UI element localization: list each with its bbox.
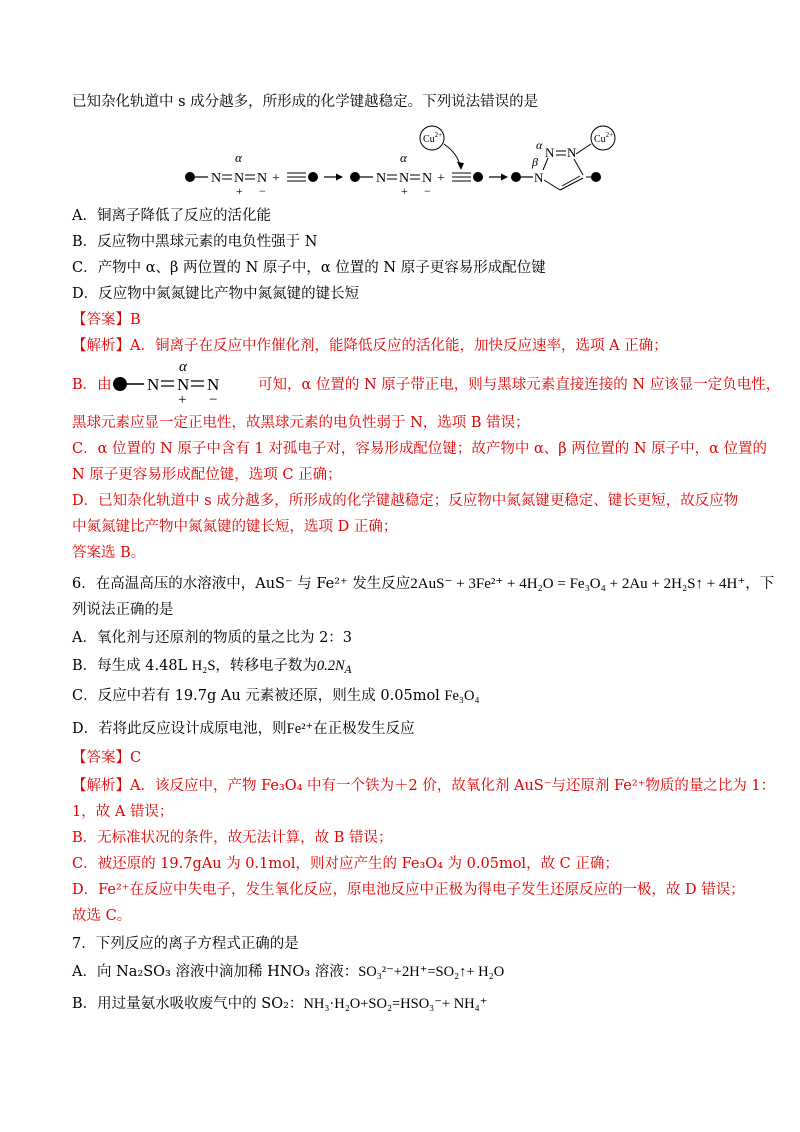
q5-option-b: B．反应物中黑球元素的电负性强于 N	[72, 234, 318, 250]
black-ball	[308, 172, 318, 182]
black-ball	[511, 172, 521, 182]
n-atom: N	[211, 171, 222, 186]
black-ball	[350, 172, 360, 182]
cu-ion-label: $Cu^{2+}$	[423, 131, 443, 145]
minus-charge: −	[209, 392, 218, 406]
fe-ion: Fe²⁺	[316, 576, 348, 592]
q5-conclusion: 答案选 B。	[72, 545, 146, 561]
q6-stem: 6．在高温高压的水溶液中，AuS⁻ 与 Fe²⁺ 发生反应2AuS⁻ + 3Fe²⁺ + 4H₂O = Fe₃O₄ + 2Au + 2H₂S↑ + 4H⁺，下	[72, 576, 775, 592]
q5-option-c: C．产物中 α、β 两位置的 N 原子中，α 位置的 N 原子更容易形成配位键	[72, 260, 546, 276]
q6-option-d: D．若将此反应设计成原电池，则Fe²⁺在正极发生反应	[72, 721, 415, 737]
black-ball	[591, 172, 601, 182]
q5-option-d: D．反应物中氮氮键比产物中氮氮键的键长短	[72, 286, 360, 302]
q5-option-a: A．铜离子降低了反应的活化能	[72, 208, 271, 224]
q5-stem: 已知杂化轨道中 s 成分越多，所形成的化学键越稳定。下列说法错误的是	[72, 94, 539, 110]
n-atom: N	[207, 375, 220, 394]
alpha-label: α	[235, 150, 242, 165]
plus-charge: +	[401, 184, 408, 198]
n-atom: N	[234, 171, 245, 186]
q5-analysis-b-prefix: B．由	[72, 377, 112, 393]
n-atom: N	[567, 145, 577, 160]
n-atom: N	[545, 145, 555, 160]
q6-analysis-d: D．Fe²⁺在反应中失电子，发生氧化反应，原电池反应中正极为得电子发生还原反应的一极，故 D 错误；	[72, 882, 745, 898]
q7-option-a: A．向 Na₂SO₃ 溶液中滴加稀 HNO₃ 溶液：SO₃²⁻+2H⁺=SO₂↑+ H₂O	[72, 964, 505, 980]
black-ball	[473, 172, 483, 182]
q6-analysis-a-line1: 【解析】A．该反应中，产物 Fe₃O₄ 中有一个铁为＋2 价，故氧化剂 AuS⁻与还原剂 Fe²⁺物质的量之比为 1：	[72, 778, 776, 794]
aus-ion: AuS⁻	[255, 576, 293, 592]
azide-fragment	[108, 360, 258, 406]
q5-analysis-b-line2: 黑球元素应显一定正电性，故黑球元素的电负性弱于 N，选项 B 错误；	[72, 415, 530, 431]
cu-ion-label: $Cu^{2+}$	[594, 131, 614, 145]
q5-analysis-d-line1: D．已知杂化轨道中 s 成分越多，所形成的化学键越稳定；反应物中氮氮键更稳定、键长更短，故反应物	[72, 493, 739, 509]
q6-equation: 2AuS⁻ + 3Fe²⁺ + 4H₂O = Fe₃O₄ + 2Au + 2H₂S↑ + 4H⁺	[410, 576, 746, 592]
n-atom: N	[534, 170, 544, 185]
q6-option-a: A．氧化剂与还原剂的物质的量之比为 2：3	[72, 630, 353, 646]
alpha-label: α	[400, 150, 407, 165]
q6-analysis-c: C．被还原的 19.7gAu 为 0.1mol，则对应产生的 Fe₃O₄ 为 0.05mol，故 C 正确；	[72, 856, 619, 872]
plus-sign: +	[272, 171, 280, 186]
minus-charge: −	[424, 184, 431, 198]
q7-option-b: B．用过量氨水吸收废气中的 SO₂：NH₃·H₂O+SO₂=HSO₃⁻+ NH₄⁺	[72, 996, 488, 1012]
q6-analysis-b: B．无标准状况的条件，故无法计算，故 B 错误；	[72, 830, 393, 846]
alpha-label: α	[179, 360, 187, 375]
alpha-label: α	[536, 138, 543, 152]
plus-charge: +	[178, 392, 187, 406]
q5-analysis-a: 【解析】A．铜离子在反应中作催化剂，能降低反应的活化能，加快反应速率，选项 A 正确；	[72, 338, 668, 354]
n-atom: N	[422, 171, 433, 186]
plus-sign: +	[437, 171, 445, 186]
q6-stem-line2: 列说法正确的是	[72, 602, 174, 618]
plus-charge: +	[236, 184, 243, 198]
n-atom: N	[177, 375, 190, 394]
black-ball	[113, 377, 127, 391]
n-atom: N	[399, 171, 410, 186]
black-ball	[185, 172, 195, 182]
n-atom: N	[257, 171, 268, 186]
minus-charge: −	[259, 184, 266, 198]
q5-analysis-c-line2: N 原子更容易形成配位键，选项 C 正确；	[72, 467, 342, 483]
q5-answer: 【答案】B	[72, 312, 141, 328]
q5-analysis-b-suffix: 可知，α 位置的 N 原子带正电，则与黑球元素直接连接的 N 应该显一定负电性，	[258, 377, 781, 393]
reaction-scheme	[0, 118, 800, 218]
q5-analysis-c-line1: C．α 位置的 N 原子中含有 1 对孤电子对，容易形成配位键；故产物中 α、β 两位置的 N 原子中，α 位置的	[72, 441, 768, 457]
q7-stem: 7．下列反应的离子方程式正确的是	[72, 936, 299, 952]
q5-analysis-d-line2: 中氮氮键比产物中氮氮键的键长短，选项 D 正确；	[72, 519, 398, 535]
q6-option-b: B．每生成 4.48L H₂S，转移电子数为$0.2N_A$	[72, 658, 352, 676]
beta-label: β	[532, 155, 538, 169]
n-atom: N	[376, 171, 387, 186]
q6-conclusion: 故选 C。	[72, 908, 132, 924]
q6-answer: 【答案】C	[72, 750, 142, 766]
q6-analysis-a-line2: 1，故 A 错误；	[72, 804, 174, 820]
q6-option-c: C．反应中若有 19.7g Au 元素被还原，则生成 0.05mol Fe₃O₄	[72, 688, 480, 704]
n-atom: N	[147, 375, 160, 394]
